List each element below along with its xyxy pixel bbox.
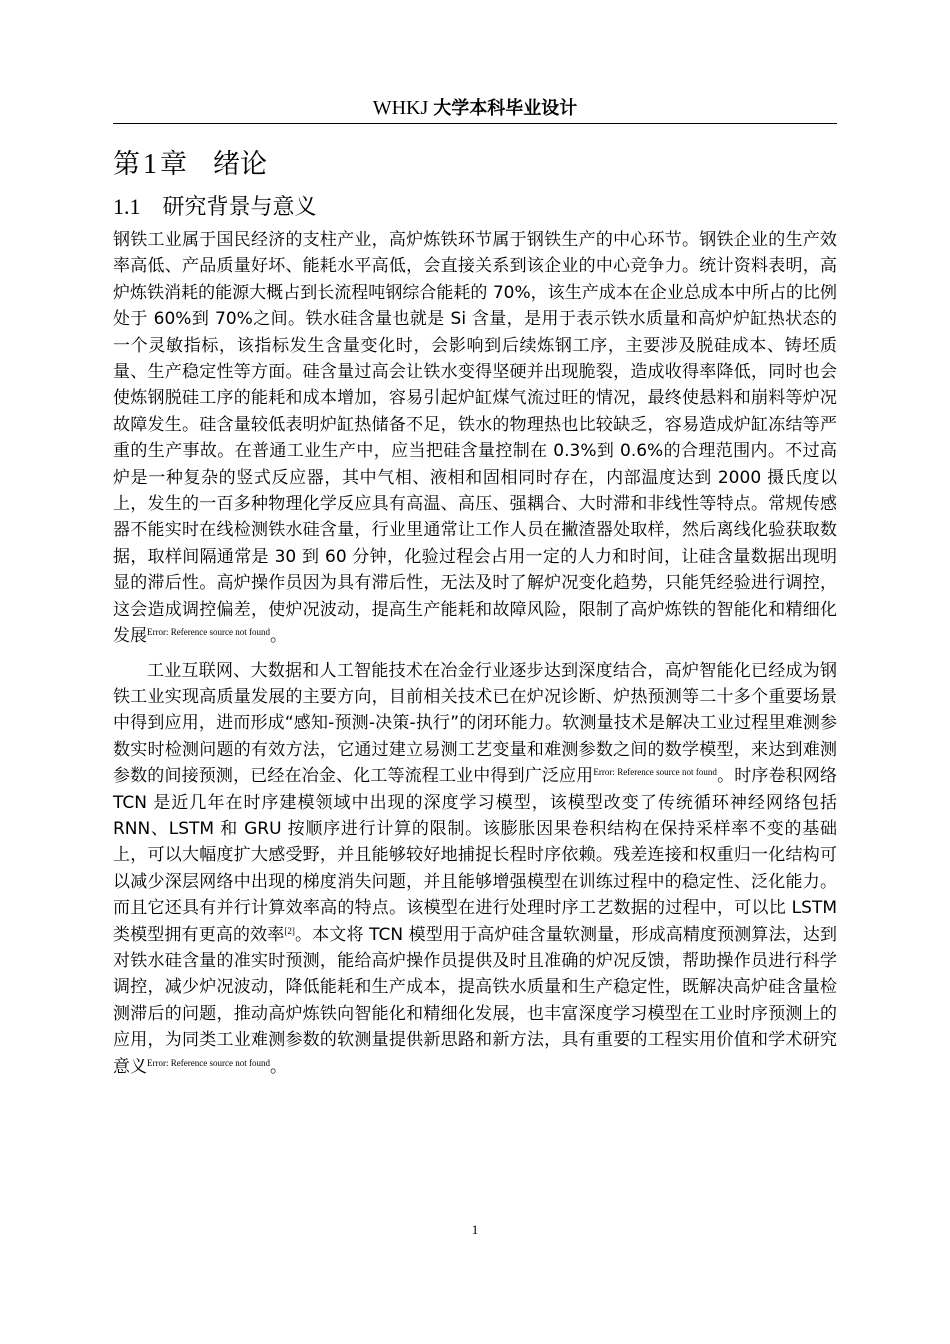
reference-error-1: Error: Reference source not found: [147, 627, 270, 638]
section-heading: [113, 193, 317, 222]
section-number: 1.1: [113, 194, 141, 219]
citation-2: [2]: [284, 925, 295, 936]
chapter-heading: [113, 148, 267, 182]
page-header: [113, 96, 837, 124]
body-text: [113, 227, 837, 1080]
chapter-label-pre: 第: [113, 149, 140, 180]
header-title-cn: 大学本科毕业设计: [433, 98, 578, 119]
paragraph-1-text: 钢铁工业属于国民经济的支柱产业，高炉炼铁环节属于钢铁生产的中心环节。钢铁企业的生产效率高低、产品质量好坏、能耗水平高低，会直接关系到该企业的中心竞争力。统计资料表明，高炉炼铁消耗的能源大概占到长流程吨钢综合能耗的 70%，该生产成本在企业总成本中所占的比例处于 60%到 70%之间。铁水硅含量也就是 Si 含量，是用于表示铁水质量和高炉炉缸热状态的一个灵敏指标，该指标发生含量变化时，会影响到后续炼钢工序，主要涉及脱硅成本、铸坯质量、生产稳定性等方面。硅含量过高会让铁水变得坚硬并出现脆裂，造成收得率降低，同时也会使炼钢脱硅工序的能耗和成本增加，容易引起炉缸煤气流过旺的情况，最终使悬料和崩料等炉况故障发生。硅含量较低表明炉缸热储备不足，铁水的物理热也比较缺乏，容易造成炉缸冻结等严重的生产事故。在普通工业生产中，应当把硅含量控制在 0.3%到 0.6%的合理范围内。不过高炉是一种复杂的竖式反应器，其中气相、液相和固相同时存在，内部温度达到 2000 摄氏度以上，发生的一百多种物理化学反应具有高温、高压、强耦合、大时滞和非线性等特点。常规传感器不能实时在线检测铁水硅含量，行业里通常让工作人员在撇渣器处取样，然后离线化验获取数据，取样间隔通常是 30 到 60 分钟，化验过程会占用一定的人力和时间，让硅含量数据出现明显的滞后性。高炉操作员因为具有滞后性，无法及时了解炉况变化趋势，只能凭经验进行调控，这会造成调控偏差，使炉况波动，提高生产能耗和故障风险，限制了高炉炼铁的智能化和精细化发展: [113, 230, 837, 647]
reference-error-3: Error: Reference source not found: [147, 1057, 270, 1068]
paragraph-2-text-a: 工业互联网、大数据和人工智能技术在冶金行业逐步达到深度结合，高炉智能化已经成为钢铁工业实现高质量发展的主要方向，目前相关技术已在炉况诊断、炉热预测等二十多个重要场景中得到应用，进而形成“感知-预测-决策-执行”的闭环能力。软测量技术是解决工业过程里难测参数实时检测问题的有效方法，它通过建立易测工艺变量和难测参数之间的数学模型，来达到难测参数的间接预测，已经在冶金、化工等流程工业中得到广泛应用: [113, 660, 837, 787]
page-number: 1: [471, 1222, 479, 1237]
chapter-number: 1: [143, 149, 157, 180]
section-title: 研究背景与意义: [162, 195, 317, 220]
paragraph-2: [113, 658, 837, 1081]
header-title-en: WHKJ: [372, 97, 429, 119]
page-footer: [113, 1222, 837, 1238]
paragraph-1-end: 。: [269, 626, 287, 647]
paragraph-2-end: 。: [269, 1056, 287, 1077]
chapter-label-post: 章: [160, 149, 187, 180]
paragraph-2-text-b: 。时序卷积网络 TCN 是近几年在时序建模领域中出现的深度学习模型，该模型改变了传统循环神经网络包括 RNN、LSTM 和 GRU 按顺序进行计算的限制。该膨胀因果卷积结构在保持采样率不变的基础上，可以大幅度扩大感受野，并且能够较好地捕捉长程时序依赖。残差连接和权重归一化结构可以减少深层网络中出现的梯度消失问题，并且能够增强模型在训练过程中的稳定性、泛化能力。而且它还具有并行计算效率高的特点。该模型在进行处理时序工艺数据的过程中，可以比 LSTM 类模型拥有更高的效率: [113, 766, 838, 945]
reference-error-2: Error: Reference source not found: [593, 767, 717, 778]
paragraph-2-text-c: 。本文将 TCN 模型用于高炉硅含量软测量，形成高精度预测算法，达到对铁水硅含量的准实时预测，能给高炉操作员提供及时且准确的炉况反馈，帮助操作员进行科学调控，减少炉况波动，降低能耗和生产成本，提高铁水质量和生产稳定性，既解决高炉硅含量检测滞后的问题，推动高炉炼铁向智能化和精细化发展，也丰富深度学习模型在工业时序预测上的应用，为同类工业难测参数的软测量提供新思路和新方法，具有重要的工程实用价值和学术研究意义: [113, 924, 837, 1077]
chapter-title: 绪论: [213, 149, 267, 180]
paragraph-1: [113, 227, 837, 650]
